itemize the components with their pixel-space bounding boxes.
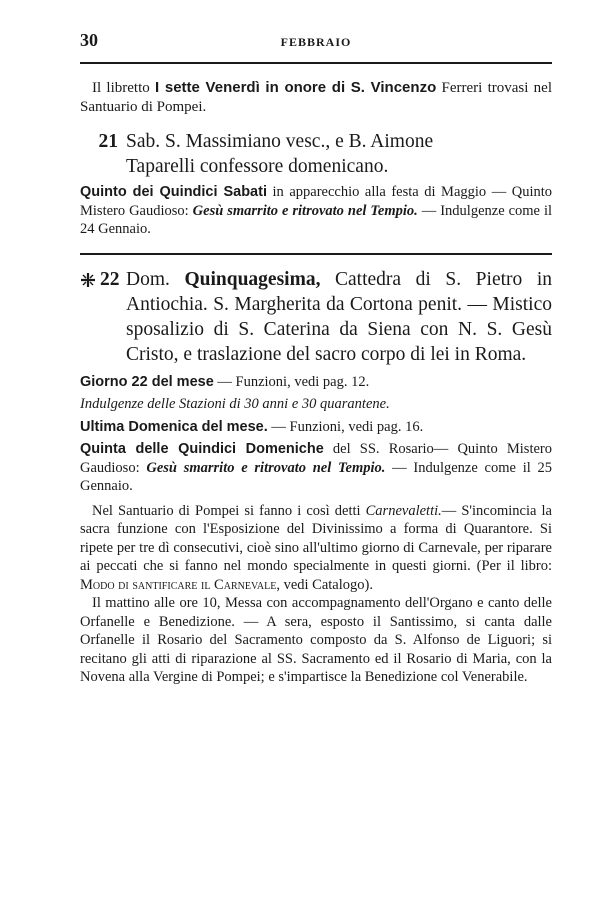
day-21-description xyxy=(80,183,552,239)
header-rule xyxy=(80,62,552,64)
day-22-number: 22 xyxy=(100,268,120,290)
giorno-text: — Funzioni, vedi pag. 12. xyxy=(213,373,370,390)
day-22-bold: Quinquagesima, xyxy=(184,268,321,290)
p1-text-3: , vedi Catalogo). xyxy=(276,576,373,593)
page-number: 30 xyxy=(80,30,98,50)
day-21-desc-mystery: Gesù smarrito e ritrovato nel Tempio. xyxy=(192,202,418,219)
running-title: FEBBRAIO xyxy=(280,35,352,49)
quinta-text-1: del SS. Rosario— Quinto Mistero Gaudioso: xyxy=(80,441,552,476)
giorno-bold: Giorno 22 del mese xyxy=(80,373,214,390)
quinta-line xyxy=(80,440,552,496)
indulgenze-line: Indulgenze delle Stazioni di 30 anni e 30 quarantene. xyxy=(80,396,390,412)
cross-icon xyxy=(80,272,96,288)
ultima-line xyxy=(80,418,552,437)
ultima-bold: Ultima Domenica del mese. xyxy=(80,418,268,435)
note-text-1: Il librett xyxy=(92,80,143,96)
note-text-2: o xyxy=(142,80,156,96)
day-22-text-a: Dom. xyxy=(126,268,185,290)
day-21-line-1: Sab. S. Massimiano vesc., e B. Aimone xyxy=(126,131,434,152)
paragraph-carnevaletti xyxy=(80,502,552,595)
note-top xyxy=(80,78,552,117)
p1-text-2: — S'incomincia la sacra funzione con l'Esposizione del Divinissimo a forma di Quarantore. Si ripete per tre dì consecutivi, cioè sino all'ultimo giorno di Carnevale, per riparare ai peccati che si fanno nel mondo specialmente in questi giorni. (Per il libro: xyxy=(80,502,552,574)
day-21-number: 21 xyxy=(98,131,118,152)
note-text-3: Ferreri trovasi nel Santuario di Pompei. xyxy=(80,80,552,115)
day-22-entry xyxy=(80,267,552,367)
day-21-desc-text-2: — Indulgenze come il 24 Gennaio. xyxy=(80,202,553,237)
day-21-desc-bold: Quinto dei Quindici Sabati xyxy=(80,184,267,200)
day-21-entry xyxy=(80,129,552,179)
p1-text-1: Nel Santuario di Pompei si fanno i così detti xyxy=(92,502,366,519)
quinta-bold: Quinta delle Quindici Domeniche xyxy=(80,441,324,457)
day-21-line-2: Taparelli confessore domenicano. xyxy=(126,156,389,177)
p1-italic: Carnevaletti. xyxy=(365,502,442,519)
giorno-line xyxy=(80,373,552,392)
p1-smallcaps: Modo di santificare il Carnevale xyxy=(80,576,277,593)
ultima-text: — Funzioni, vedi pag. 16. xyxy=(267,418,424,435)
quinta-text-2: — Indulgenze come il 25 Gennaio. xyxy=(80,459,552,494)
note-bold: I sette Venerdì in onore di S. Vincenzo xyxy=(155,79,437,96)
day-21-desc-text-1: in apparecchio alla festa di Maggio — Quinto Mistero Gaudioso: xyxy=(80,184,553,219)
quinta-mystery: Gesù smarrito e ritrovato nel Tempio. xyxy=(146,459,386,476)
section-divider xyxy=(80,253,552,255)
paragraph-mattino: Il mattino alle ore 10, Messa con accompagnamento dell'Organo e canto delle Orfanelle e Benedizione. — A sera, esposto il Santissimo, si canta dalle Orfanelle il Rosario del Sacramento composto da S. Alfonso de Liguori; si recitano gli atti di riparazione al SS. Sacramento ed il Rosario di Maria, con la Novena alla Vergine di Pompei; e s'impartisce la Benedizione col Venerabile. xyxy=(80,595,552,685)
day-22-text-b: Cattedra di S. Pietro in Antiochia. S. Margherita da Cortona penit. — Mistico sposalizio di S. Caterina da Siena con N. S. Gesù Cristo, e traslazione del sacro corpo di lei in Roma. xyxy=(126,268,553,365)
page-header xyxy=(80,30,552,56)
